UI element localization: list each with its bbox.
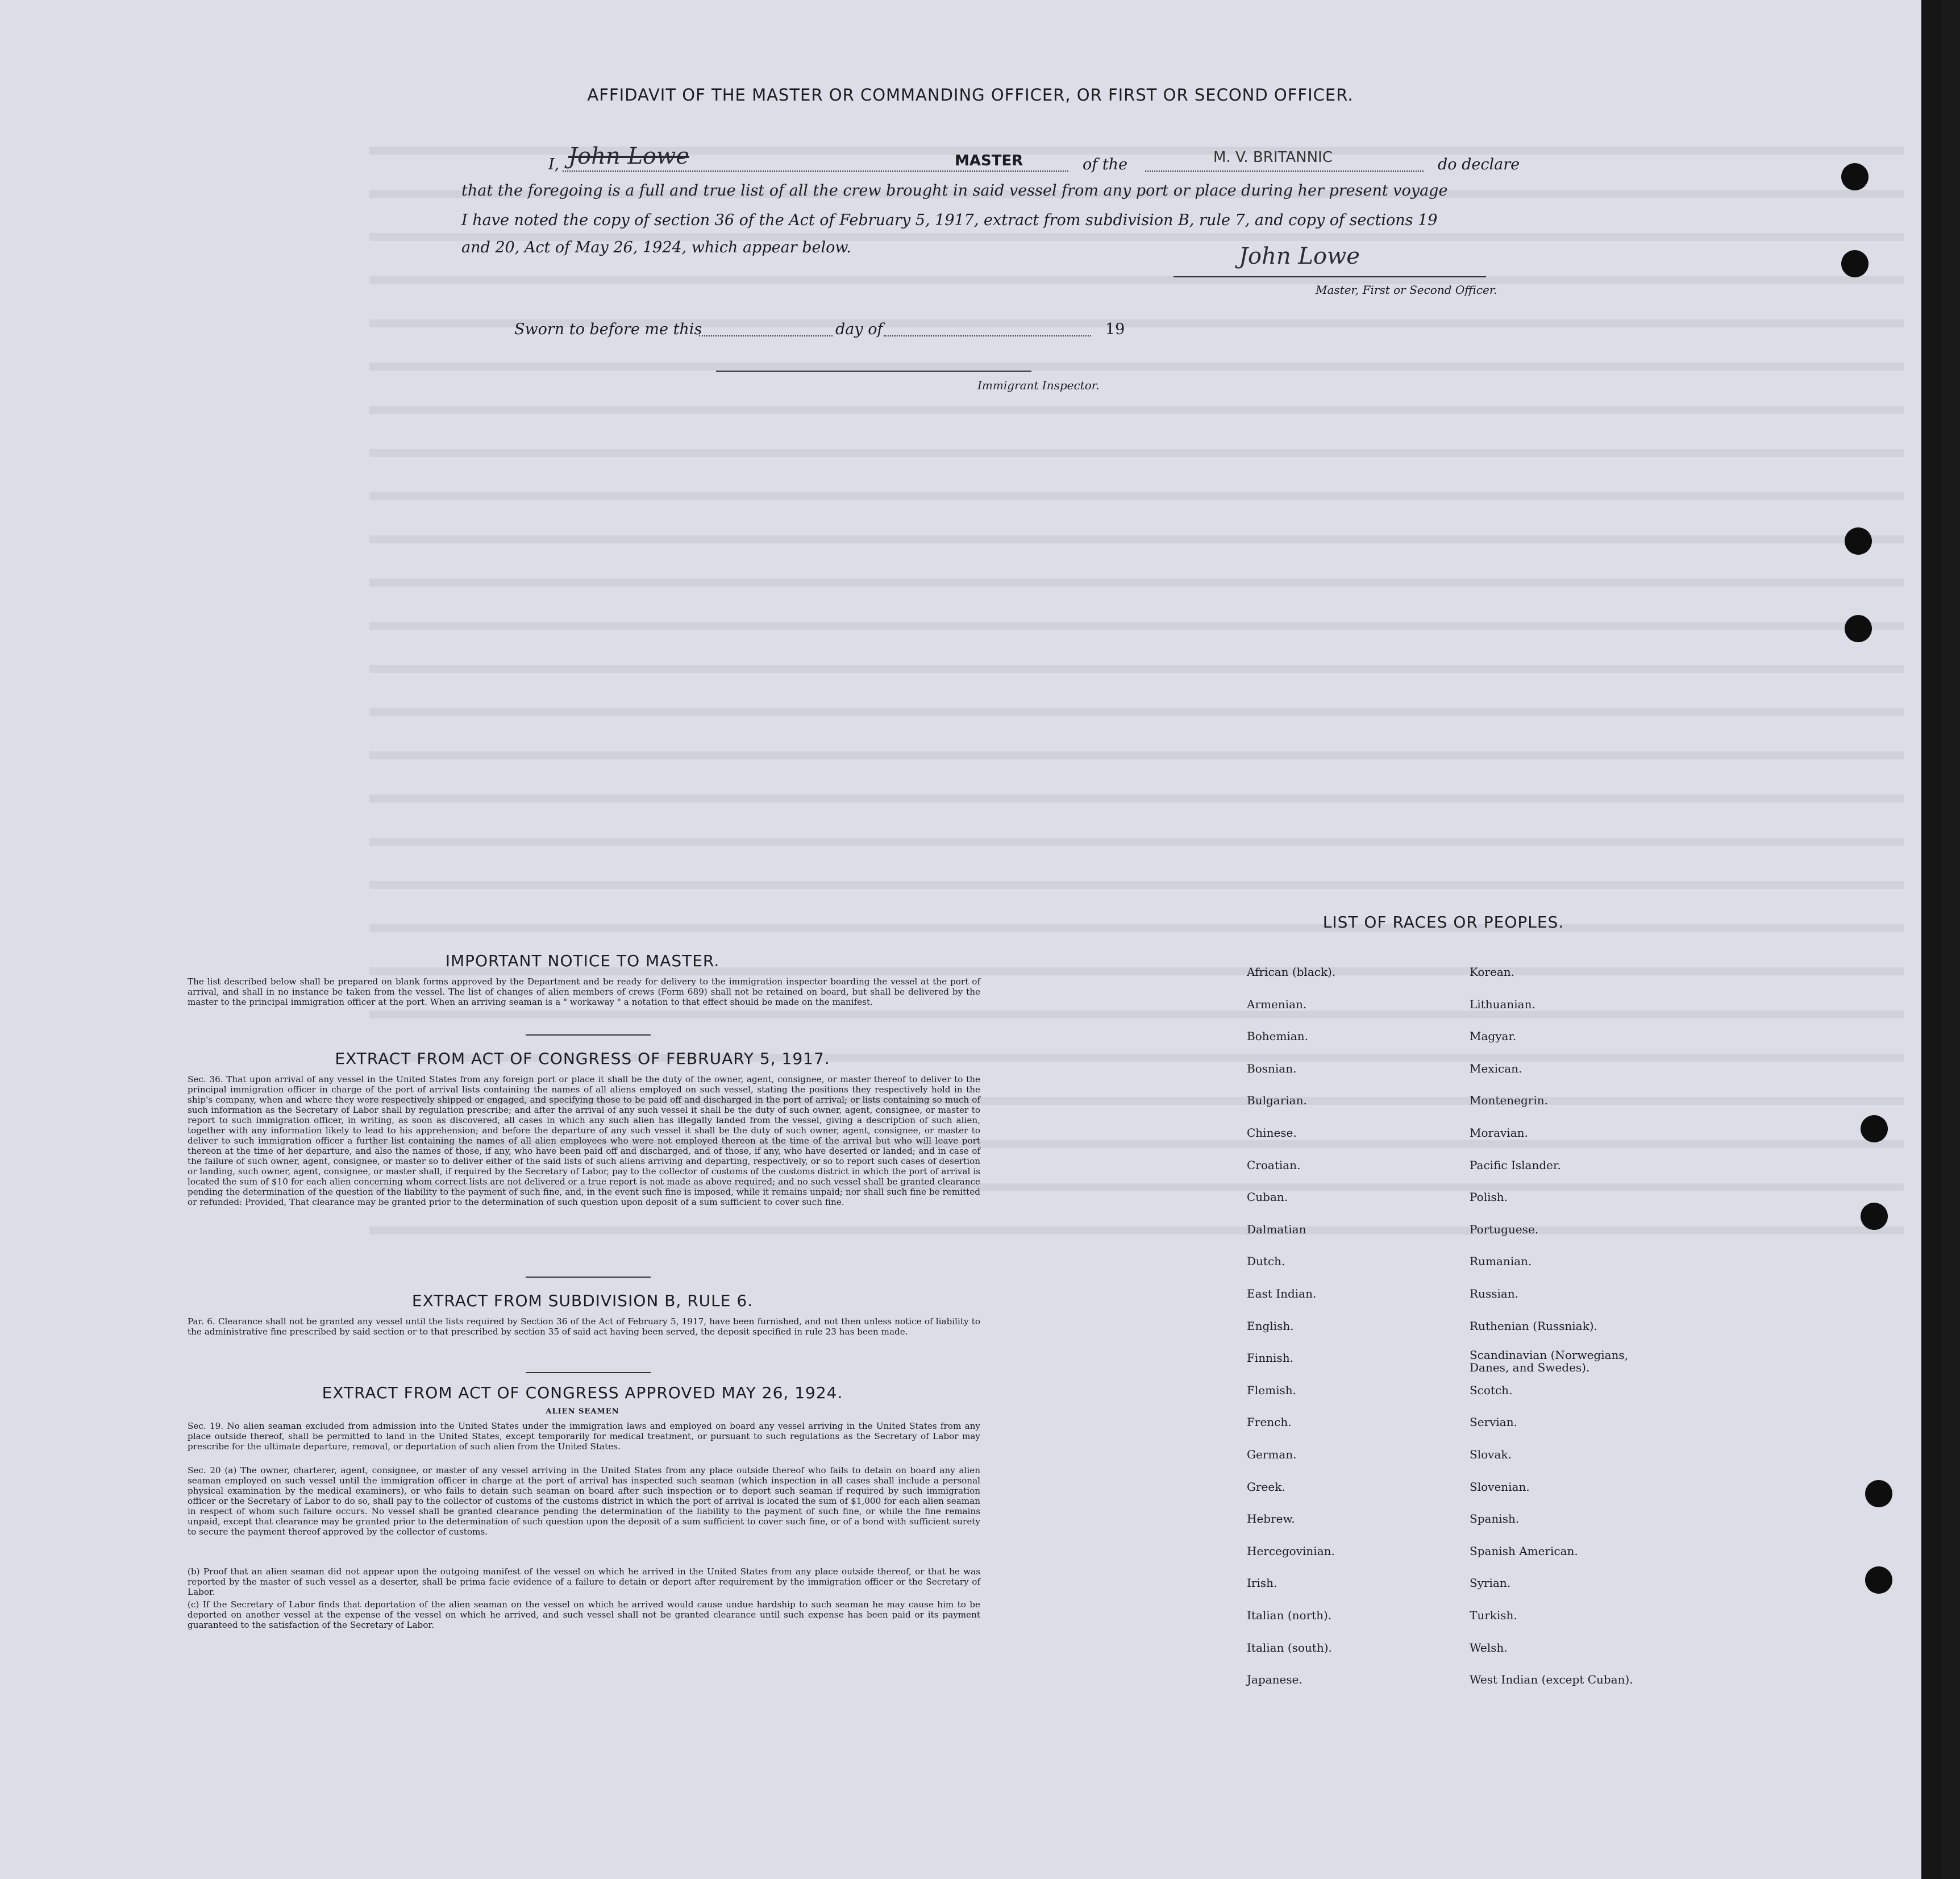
year-prefix: 19	[1105, 321, 1125, 338]
punch-hole	[1865, 1480, 1892, 1507]
extract-1924-sec19: Sec. 19. No alien seaman excluded from admission into the United States under the immigration laws and employed on board any vessel arriving in the United States from any place outside thereof, shall be permitted to land in the United States, except temporarily for medical treatment, or pursuant to such regulations as the Secretary of Labor may prescribe for the ultimate departure, removal, or deportation of such alien from the United States.	[188, 1421, 980, 1452]
race-item-left: Bohemian.	[1247, 1029, 1308, 1043]
officer-signature-line	[1173, 276, 1486, 277]
punch-hole	[1845, 527, 1872, 555]
race-item-left: Irish.	[1247, 1576, 1277, 1590]
affidavit-i-label: I,	[548, 156, 560, 173]
race-item-right: Portuguese.	[1470, 1223, 1539, 1236]
race-item-right: Korean.	[1470, 965, 1515, 979]
punch-hole	[1841, 250, 1869, 277]
race-item-left: Italian (south).	[1247, 1641, 1332, 1654]
race-item-right: Syrian.	[1470, 1576, 1511, 1590]
of-the-label: of the	[1083, 156, 1128, 173]
name-blank	[563, 171, 1068, 172]
race-item-left: Greek.	[1247, 1480, 1285, 1494]
extract-rule6-text: Par. 6. Clearance shall not be granted any vessel until the lists required by Section 36 of the Act of February 5, 1917, have been furnished, and not then unless notice of liability to the administrative fine prescribed by said section or to that prescribed by section 35 of said act having been served, the deposit specified in rule 23 has been made.	[188, 1316, 980, 1337]
race-item-right: Spanish.	[1470, 1512, 1520, 1525]
vessel-name-field: M. V. BRITANNIC	[1213, 149, 1333, 166]
section-rule	[526, 1034, 651, 1036]
race-item-left: French.	[1247, 1415, 1292, 1429]
race-item-right: Magyar.	[1470, 1029, 1517, 1043]
race-item-left: Bulgarian.	[1247, 1094, 1307, 1107]
race-item-left: Dalmatian	[1247, 1223, 1306, 1236]
punch-hole	[1845, 615, 1872, 642]
master-name-signature: John Lowe	[568, 143, 689, 169]
affidavit-line-3: I have noted the copy of section 36 of the Act of February 5, 1917, extract from subdivision B, rule 7, and copy of sections 19	[461, 211, 1438, 229]
race-item-left: Finnish.	[1247, 1351, 1293, 1365]
day-of-label: day of	[835, 321, 883, 338]
extract-1924-subtitle: ALIEN SEAMEN	[546, 1407, 619, 1416]
race-item-right: Pacific Islander.	[1470, 1158, 1561, 1172]
race-item-right: Welsh.	[1470, 1641, 1508, 1654]
rank-field: MASTER	[955, 152, 1023, 169]
extract-1917-title: EXTRACT FROM ACT OF CONGRESS OF FEBRUARY 5, 1917.	[335, 1049, 830, 1068]
race-item-left: Hebrew.	[1247, 1512, 1295, 1525]
race-item-right: Ruthenian (Russniak).	[1470, 1319, 1597, 1333]
race-item-right: Moravian.	[1470, 1126, 1528, 1140]
race-item-right: Russian.	[1470, 1287, 1519, 1300]
punch-hole	[1861, 1115, 1888, 1142]
extract-1924-sec20c: (c) If the Secretary of Labor finds that deportation of the alien seaman on the vessel on which he arrived would cause undue hardship to such seaman he may cause him to be deported on another vessel at the expense of the vessel on which he arrived, and such vessel shall not be granted clearance until such expense has been paid or its payment guaranteed to the satisfaction of the Secretary of Labor.	[188, 1599, 980, 1630]
vessel-blank	[1145, 171, 1424, 172]
race-item-left: Armenian.	[1247, 997, 1307, 1011]
inspector-signature-line	[716, 371, 1031, 372]
punch-hole	[1865, 1566, 1892, 1594]
race-item-right: Mexican.	[1470, 1062, 1522, 1075]
race-item-right: Slovenian.	[1470, 1480, 1530, 1494]
race-item-left: Bosnian.	[1247, 1062, 1297, 1075]
scan-edge	[1921, 0, 1941, 1879]
race-item-left: Italian (north).	[1247, 1608, 1332, 1622]
officer-signature: John Lowe	[1239, 243, 1360, 269]
race-item-left: Hercegovinian.	[1247, 1544, 1335, 1558]
section-rule	[526, 1372, 651, 1373]
punch-hole	[1841, 163, 1869, 190]
extract-1924-sec20b: (b) Proof that an alien seaman did not appear upon the outgoing manifest of the vessel on which he arrived in the United States from any place outside thereof, or that he was reported by the master of such vessel as a deserter, shall be prima facie evidence of a failure to detain or deport after requirement by the immigration officer or the Secretary of Labor.	[188, 1566, 980, 1597]
races-title: LIST OF RACES OR PEOPLES.	[1322, 913, 1564, 932]
race-item-right: Scotch.	[1470, 1383, 1513, 1397]
race-item-right: Rumanian.	[1470, 1254, 1532, 1268]
race-item-right: Polish.	[1470, 1190, 1508, 1204]
race-item-right: Montenegrin.	[1470, 1094, 1548, 1107]
race-item-left: Cuban.	[1247, 1190, 1288, 1204]
race-item-left: German.	[1247, 1448, 1297, 1461]
race-item-left: Chinese.	[1247, 1126, 1297, 1140]
affidavit-line-2: that the foregoing is a full and true list of all the crew brought in said vessel from any port or place during her present voyage	[461, 182, 1448, 199]
punch-hole	[1861, 1203, 1888, 1230]
race-item-right: West Indian (except Cuban).	[1470, 1673, 1633, 1686]
race-item-left: Dutch.	[1247, 1254, 1285, 1268]
sworn-label: Sworn to before me this	[514, 321, 702, 338]
race-item-right: Lithuanian.	[1470, 997, 1535, 1011]
officer-caption: Master, First or Second Officer.	[1316, 283, 1497, 297]
sworn-month-blank	[884, 335, 1091, 336]
extract-1917-text: Sec. 36. That upon arrival of any vessel in the United States from any foreign port or place it shall be the duty of the owner, agent, consignee, or master thereof to deliver to the principal immigration officer in charge of the port of arrival lists containing the names of all aliens employed on such vessel, stating the positions they respectively hold in the ship's company, when and where they were respectively shipped or engaged, and specifying those to be paid off and discharged in the port of arrival; or lists containing so much of such information as the Secretary of Labor shall by regulation prescribe; and after the arrival of any such vessel it shall be the duty of such owner, agent, consignee, or master to report to such immigration officer, in writing, as soon as discovered, all cases in which any such alien has illegally landed from the vessel, giving a description of such alien, together with any information likely to lead to his apprehension; and before the departure of any such vessel it shall be the duty of such owner, agent, consignee, or master to deliver to such immigration officer a further list containing the names of all alien employees who were not employed thereon at the time of the arrival but who will leave port thereon at the time of her departure, and also the names of those, if any, who have been paid off and discharged, and of those, if any, who have deserted or landed; and in case of the failure of such owner, agent, consignee, or master so to deliver either of the said lists of such aliens arriving and departing, respectively, or so to report such cases of desertion or landing, such owner, agent, consignee, or master shall, if required by the Secretary of Labor, pay to the collector of customs of the customs district in which the port of arrival is located the sum of $10 for each alien concerning whom correct lists are not delivered or a true report is not made as above required; and no such vessel shall be granted clearance pending the determination of the question of the liability to the payment of such fine, and, in the event such fine is imposed, while it remains unpaid; nor shall such fine be remitted or refunded: Provided, That clearance may be granted prior to the determination of such question upon deposit of a sum sufficient to cover such fine.	[188, 1074, 980, 1207]
race-item-left: East Indian.	[1247, 1287, 1317, 1300]
extract-1924-sec20a: Sec. 20 (a) The owner, charterer, agent, consignee, or master of any vessel arriving in the United States from any place outside thereof who fails to detain on board any alien seaman employed on such vessel until the immigration officer in charge at the port of arrival has inspected such seaman (which inspection in all cases shall include a personal physical examination by the medical examiners), or who fails to detain such seaman on board after such inspection or to deport such seaman if required by such immigration officer or the Secretary of Labor to do so, shall pay to the collector of customs of the customs district in which the port of arrival is located the sum of $1,000 for each alien seaman in respect of whom such failure occurs. No vessel shall be granted clearance pending the determination of the liability to the payment of such fine, or while the fine remains unpaid, except that clearance may be granted prior to the determination of such question upon the deposit of a sum sufficient to cover such fine, or of a bond with sufficient surety to secure the payment thereof approved by the collector of customs.	[188, 1465, 980, 1537]
section-rule	[526, 1277, 651, 1278]
race-item-right: Servian.	[1470, 1415, 1517, 1429]
inspector-caption: Immigrant Inspector.	[977, 379, 1100, 392]
race-item-left: Croatian.	[1247, 1158, 1301, 1172]
race-item-left: Japanese.	[1247, 1673, 1302, 1686]
affidavit-title: AFFIDAVIT OF THE MASTER OR COMMANDING OFFICER, OR FIRST OR SECOND OFFICER.	[587, 85, 1354, 105]
notice-title: IMPORTANT NOTICE TO MASTER.	[445, 951, 720, 970]
race-item-right: Spanish American.	[1470, 1544, 1578, 1558]
race-item-left: English.	[1247, 1319, 1294, 1333]
extract-1924-title: EXTRACT FROM ACT OF CONGRESS APPROVED MAY 26, 1924.	[322, 1383, 843, 1402]
race-item-right: Slovak.	[1470, 1448, 1512, 1461]
race-item-left: Flemish.	[1247, 1383, 1296, 1397]
do-declare-label: do declare	[1438, 156, 1520, 173]
race-item-right: Scandinavian (Norwegians, Danes, and Swedes).	[1470, 1348, 1629, 1374]
race-item-right: Turkish.	[1470, 1608, 1517, 1622]
notice-text: The list described below shall be prepared on blank forms approved by the Department and be ready for delivery to the immigration inspector boarding the vessel at the port of arrival, and shall in no instance be taken from the vessel. The list of changes of alien members of crews (Form 689) shall not be retained on board, but shall be delivered by the master to the principal immigration officer at the port. When an arriving seaman is a " workaway " a notation to that effect should be made on the manifest.	[188, 976, 980, 1007]
extract-rule6-title: EXTRACT FROM SUBDIVISION B, RULE 6.	[411, 1291, 754, 1310]
sworn-day-blank	[699, 335, 833, 336]
affidavit-line-4: and 20, Act of May 26, 1924, which appear below.	[461, 239, 851, 256]
race-item-left: African (black).	[1247, 965, 1336, 979]
